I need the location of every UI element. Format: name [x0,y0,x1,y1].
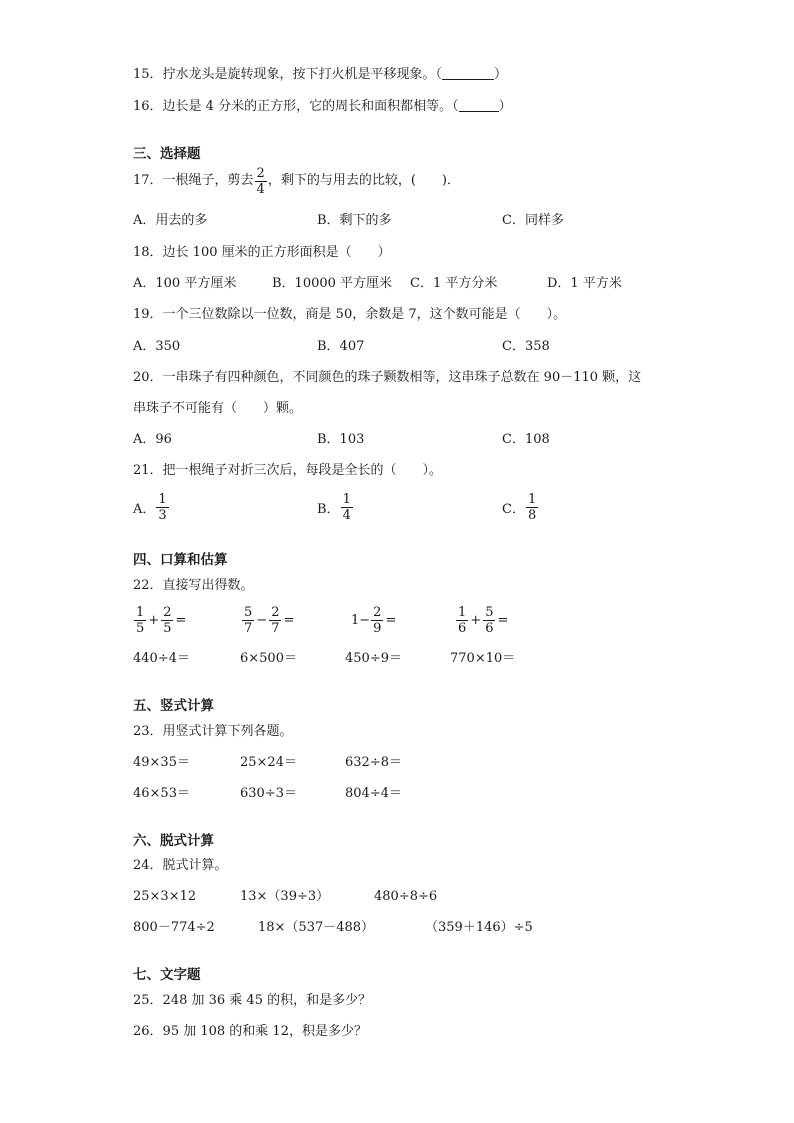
fraction-numerator: 1 [136,604,145,620]
calc-item: 440÷4＝ [133,651,190,666]
question-21: 21．把一根绳子对折三次后，每段是全长的（ ）。 [133,463,443,478]
expression [241,602,295,638]
option-a[interactable]: A．350 [133,339,181,354]
question-23: 23．用竖式计算下列各题。 [133,724,293,739]
question-20-line2: 串珠子不可能有（ ）颗。 [133,401,303,416]
fraction-denominator: 6 [458,620,467,636]
question-26: 26．95 加 108 的和乘 12，积是多少？ [133,1024,367,1039]
fraction-denominator: 8 [527,507,537,523]
fraction-denominator: 6 [485,620,494,636]
calc-item: 25×3×12 [133,889,197,904]
fraction-numerator: 2 [163,604,172,620]
calc-item: 800－774÷2 [133,920,215,935]
option-a[interactable]: A．96 [133,432,172,447]
fraction [456,605,468,636]
section-heading-mental-math: 四、口算和估算 [133,552,228,568]
calc-item: 6×500＝ [240,651,297,666]
fraction-numerator: 5 [485,604,494,620]
operator: − [256,612,268,628]
fraction-numerator: 2 [271,604,280,620]
option-c[interactable]: C．1 平方分米 [410,276,498,291]
calc-item: 25×24＝ [240,755,297,770]
option-b[interactable]: B．407 [317,339,365,354]
fraction-denominator: 5 [163,620,172,636]
question-17-text: 17．一根绳子，剪去 [133,173,254,188]
equals-sign: = [385,612,397,628]
fraction-numerator: 1 [158,491,167,507]
option-d[interactable]: D．1 平方米 [547,276,622,291]
calc-item: 18×（537－488） [258,920,375,935]
fraction [371,605,383,636]
question-24: 24．脱式计算。 [133,858,228,873]
option-b[interactable]: B．103 [317,432,365,447]
calc-item: 630÷3＝ [240,786,297,801]
calc-item: 450÷9＝ [345,651,402,666]
question-15-text: 15．拧水龙头是旋转现象，按下打火机是平移现象。（ [133,67,443,82]
section-heading-choice: 三、选择题 [133,146,201,162]
question-16 [133,99,512,115]
calc-item: 770×10＝ [450,651,516,666]
section-heading-word-problems: 七、文字题 [133,967,201,983]
fraction [269,605,281,636]
expression [351,602,397,638]
fraction-denominator: 9 [373,620,382,636]
question-25: 25．248 加 36 乘 45 的积，和是多少？ [133,993,372,1008]
fraction [156,492,168,523]
fraction-denominator: 4 [342,507,351,523]
question-17-text-end: ，剩下的与用去的比较，( )． [267,173,460,188]
fraction [161,605,173,636]
option-b[interactable]: B．剩下的多 [317,213,392,228]
option-label: B． [317,501,340,517]
question-16-text: 16．边长是 4 分米的正方形，它的周长和面积都相等。（ [133,99,459,114]
option-c[interactable]: C．同样多 [502,213,564,228]
section-heading-stepwise: 六、脱式计算 [133,833,214,849]
calc-item: （359＋146）÷5 [425,920,533,935]
option-label: C． [502,501,525,517]
expression [133,602,187,638]
equals-sign: = [497,612,509,628]
question-15 [133,67,507,83]
question-18: 18．边长 100 厘米的正方形面积是（ ） [133,245,391,260]
option-b[interactable]: B．10000 平方厘米 [272,276,393,291]
fraction [341,492,353,523]
fraction-denominator: 4 [256,181,265,197]
option-a[interactable]: A．100 平方厘米 [133,276,237,291]
fraction [242,605,254,636]
calc-item: 49×35＝ [133,755,190,770]
fraction [134,605,146,636]
expression [455,602,509,638]
fraction-numerator: 2 [256,165,265,181]
fraction-denominator: 7 [244,620,253,636]
calc-item: 13×（39÷3） [240,889,330,904]
operator: + [470,612,482,628]
question-20-line1: 20．一串珠子有四种颜色，不同颜色的珠子颗数相等，这串珠子总数在 90－110 颗，这 [133,370,642,385]
calc-item: 46×53＝ [133,786,190,801]
option-c[interactable] [502,489,539,525]
fraction [255,166,267,197]
question-19: 19．一个三位数除以一位数，商是 50，余数是 7，这个数可能是（ ）。 [133,307,567,322]
fraction-numerator: 1 [342,491,351,507]
option-label: A． [133,501,156,517]
equals-sign: = [175,612,187,628]
option-b[interactable] [317,489,354,525]
calc-item: 632÷8＝ [345,755,402,770]
fraction-numerator: 5 [244,604,253,620]
question-22: 22．直接写出得数。 [133,578,254,593]
operator: + [148,612,160,628]
fraction-numerator: 2 [373,604,382,620]
question-16-close: ） [498,99,512,114]
answer-blank[interactable] [442,67,494,80]
section-heading-vertical: 五、竖式计算 [133,698,214,714]
whole-number-minus: 1− [351,612,371,628]
option-a[interactable] [133,489,170,525]
question-15-close: ） [494,67,508,82]
fraction [483,605,495,636]
equals-sign: = [283,612,295,628]
option-a[interactable]: A．用去的多 [133,213,208,228]
fraction-denominator: 7 [271,620,280,636]
fraction-denominator: 3 [158,507,167,523]
fraction-numerator: 1 [527,491,537,507]
answer-blank[interactable] [459,99,499,112]
option-c[interactable]: C．108 [502,432,550,447]
fraction [526,492,538,523]
calc-item: 804÷4＝ [345,786,402,801]
calc-item: 480÷8÷6 [374,889,438,904]
fraction-denominator: 5 [136,620,145,636]
question-17 [133,163,460,199]
fraction-numerator: 1 [458,604,467,620]
option-c[interactable]: C．358 [502,339,550,354]
